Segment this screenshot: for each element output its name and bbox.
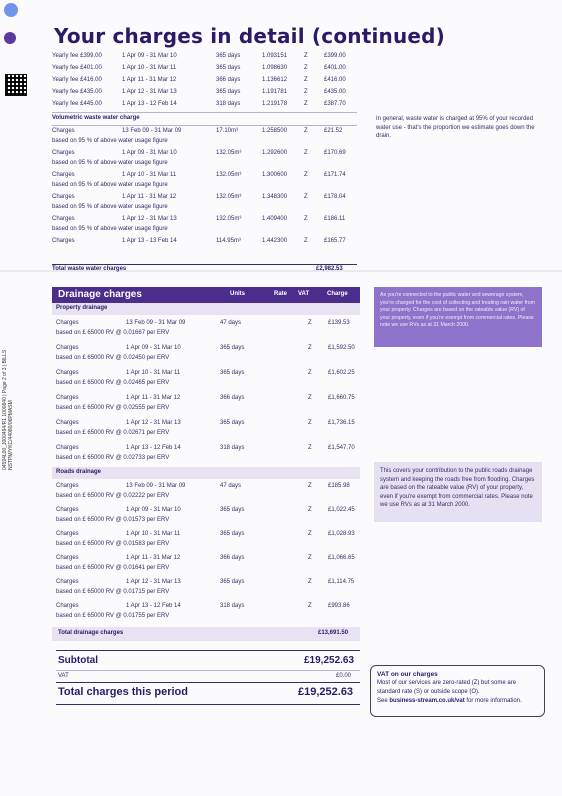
row-sub: based on £ 65000 RV @ 0.01641 per ERV [56, 565, 170, 571]
property-drainage-heading: Property drainage [56, 305, 108, 311]
total-value: £2,982.53 [316, 266, 343, 272]
row-units: 365 days [216, 53, 241, 59]
row-desc: Charges [56, 579, 79, 585]
row-sub: based on 95 % of above water usage figure [52, 160, 168, 166]
row-charge: £1,114.75 [328, 579, 355, 585]
row-rate: 1.093151 [262, 53, 288, 59]
row-rate: 1.300600 [262, 172, 288, 178]
row-desc: Yearly fee £416.00 [52, 77, 102, 83]
row-desc: Charges [52, 172, 75, 178]
divider [52, 264, 357, 265]
row-period: 1 Apr 12 - 31 Mar 13 [126, 579, 181, 585]
drainage-total-row [58, 630, 358, 640]
vat-info-see-line [377, 697, 538, 706]
table-row [52, 53, 357, 63]
waste-water-heading: Volumetric waste water charge [52, 115, 140, 121]
row-desc: Charges [56, 603, 79, 609]
divider [56, 682, 360, 683]
row-sub: based on £ 65000 RV @ 0.01715 per ERV [56, 589, 170, 595]
row-sub: based on £ 65000 RV @ 0.02733 per ERV [56, 455, 170, 461]
row-subtext [56, 493, 361, 503]
divider [56, 670, 360, 671]
row-vat: Z [304, 128, 308, 134]
row-subtext [56, 541, 361, 551]
row-vat: Z [308, 320, 312, 326]
row-units: 365 days [220, 579, 245, 585]
row-desc: Yearly fee £399.00 [52, 53, 102, 59]
total-charges-value: £19,252.63 [298, 686, 354, 698]
row-vat: Z [304, 194, 308, 200]
row-vat: Z [308, 345, 312, 351]
table-row [56, 603, 361, 613]
vat-value: £0.00 [336, 673, 352, 679]
row-charge: £993.86 [328, 603, 350, 609]
table-row [56, 320, 361, 330]
row-sub: based on £ 65000 RV @ 0.01667 per ERV [56, 330, 170, 336]
table-row [56, 395, 361, 405]
row-units: 365 days [216, 89, 241, 95]
row-subtext [52, 160, 357, 170]
row-vat: Z [304, 77, 308, 83]
row-charge: £416.00 [324, 77, 346, 83]
purple-dot-icon [4, 32, 16, 44]
row-vat: Z [304, 101, 308, 107]
row-desc: Charges [52, 238, 75, 244]
divider [52, 112, 357, 113]
row-period: 1 Apr 09 - 31 Mar 10 [122, 150, 177, 156]
table-row [56, 579, 361, 589]
table-row [56, 531, 361, 541]
divider [56, 704, 360, 705]
row-sub: based on 95 % of above water usage figure [52, 138, 168, 144]
row-period: 1 Apr 11 - 31 Mar 12 [126, 555, 181, 561]
row-units: 318 days [216, 101, 241, 107]
row-desc: Charges [56, 483, 79, 489]
row-vat: Z [308, 531, 312, 537]
waste-water-note: In general, waste water is charged at 95% of your recorded water use - that's the proportion we estimate goes down the drain. [376, 116, 535, 139]
row-units: 365 days [216, 65, 241, 71]
row-period: 1 Apr 10 - 31 Mar 11 [122, 172, 177, 178]
row-sub: based on £ 65000 RV @ 0.02465 per ERV [56, 380, 170, 386]
total-label: Total waste water charges [52, 266, 127, 272]
table-row [52, 238, 357, 248]
row-charge: £399.00 [324, 53, 346, 59]
row-sub: based on 95 % of above water usage figure [52, 226, 168, 232]
row-charge: £1,066.65 [328, 555, 355, 561]
table-row [56, 420, 361, 430]
table-row [52, 150, 357, 160]
row-subtext [56, 589, 361, 599]
row-subtext [56, 380, 361, 390]
total-charges-label: Total charges this period [58, 686, 188, 698]
row-period: 13 Feb 09 - 31 Mar 09 [126, 320, 186, 326]
row-charge: £1,736.15 [328, 420, 355, 426]
row-sub: based on £ 65000 RV @ 0.02671 per ERV [56, 430, 170, 436]
vat-info-link[interactable]: business-stream.co.uk/vat [389, 698, 465, 704]
vat-info-box [370, 665, 545, 717]
row-period: 1 Apr 13 - 13 Feb 14 [122, 238, 177, 244]
row-sub: based on £ 65000 RV @ 0.02450 per ERV [56, 355, 170, 361]
subtotal-label: Subtotal [58, 655, 98, 666]
waste-water-total-row [52, 266, 357, 276]
vat-info-see: See [377, 698, 388, 704]
row-period: 1 Apr 10 - 31 Mar 11 [126, 531, 181, 537]
row-sub: based on 95 % of above water usage figure [52, 204, 168, 210]
drainage-title: Drainage charges [58, 289, 142, 300]
row-units: 366 days [220, 395, 245, 401]
row-period: 1 Apr 09 - 31 Mar 10 [126, 507, 181, 513]
row-subtext [52, 204, 357, 214]
row-period: 1 Apr 13 - 12 Feb 14 [122, 101, 177, 107]
row-charge: £171.74 [324, 172, 346, 178]
row-rate: 1.219178 [262, 101, 288, 107]
table-row [56, 555, 361, 565]
row-vat: Z [304, 238, 308, 244]
row-desc: Charges [56, 395, 79, 401]
row-desc: Charges [56, 370, 79, 376]
row-desc: Charges [52, 150, 75, 156]
drainage-header [52, 287, 360, 303]
row-period: 13 Feb 09 - 31 Mar 09 [126, 483, 186, 489]
row-units: 365 days [220, 345, 245, 351]
row-charge: £1,547.70 [328, 445, 355, 451]
row-charge: £139.53 [328, 320, 350, 326]
col-units: Units [230, 291, 245, 297]
total-charges-row [52, 686, 362, 700]
row-vat: Z [304, 89, 308, 95]
row-desc: Charges [52, 194, 75, 200]
row-charge: £186.11 [324, 216, 346, 222]
row-sub: based on £ 65000 RV @ 0.01583 per ERV [56, 541, 170, 547]
row-rate: 1.136612 [262, 77, 288, 83]
row-rate: 1.348300 [262, 194, 288, 200]
row-desc: Charges [56, 507, 79, 513]
row-units: 366 days [220, 555, 245, 561]
row-units: 132.05m³ [216, 150, 242, 156]
row-charge: £401.00 [324, 65, 346, 71]
row-sub: based on £ 65000 RV @ 0.01573 per ERV [56, 517, 170, 523]
row-vat: Z [308, 395, 312, 401]
vat-info-after: for more information. [466, 698, 522, 704]
row-units: 365 days [220, 531, 245, 537]
row-sub: based on £ 65000 RV @ 0.02555 per ERV [56, 405, 170, 411]
row-desc: Charges [56, 420, 79, 426]
row-desc: Yearly fee £445.00 [52, 101, 102, 107]
row-rate: 1.191781 [262, 89, 288, 95]
row-desc: Yearly fee £401.00 [52, 65, 102, 71]
row-units: 318 days [220, 603, 245, 609]
row-period: 1 Apr 09 - 31 Mar 10 [122, 53, 177, 59]
row-desc: Charges [56, 445, 79, 451]
row-charge: £1,602.25 [328, 370, 355, 376]
row-subtext [56, 517, 361, 527]
table-row [52, 77, 357, 87]
row-vat: Z [304, 216, 308, 222]
row-period: 1 Apr 10 - 31 Mar 11 [122, 65, 177, 71]
row-charge: £170.69 [324, 150, 346, 156]
row-units: 114.95m³ [216, 238, 241, 244]
row-vat: Z [308, 370, 312, 376]
row-units: 132.05m³ [216, 194, 242, 200]
table-row [52, 172, 357, 182]
row-sub: based on £ 65000 RV @ 0.01755 per ERV [56, 613, 170, 619]
roads-drainage-note: This covers your contribution to the public roads drainage system and keeping the roads free from flooding. Charges are based on the rateable value (RV) of your property, even if you're exempt from commercial rates. Please note we use RVs as at 31 March 2000. [374, 462, 542, 522]
row-charge: £435.00 [324, 89, 346, 95]
table-row [52, 216, 357, 226]
row-charge: £1,022.45 [328, 507, 355, 513]
row-period: 1 Apr 09 - 31 Mar 10 [126, 345, 181, 351]
row-subtext [56, 330, 361, 340]
col-vat: VAT [298, 291, 310, 297]
row-units: 17.10m³ [216, 128, 239, 134]
subtotal-row [52, 655, 362, 669]
row-period: 1 Apr 12 - 31 Mar 13 [126, 420, 181, 426]
row-desc: Yearly fee £435.00 [52, 89, 102, 95]
row-charge: £185.98 [328, 483, 350, 489]
table-row [56, 507, 361, 517]
row-rate: 1.258500 [262, 128, 288, 134]
col-rate: Rate [274, 291, 288, 297]
row-units: 132.05m³ [216, 216, 242, 222]
row-period: 1 Apr 11 - 31 Mar 12 [126, 395, 181, 401]
table-row [56, 483, 361, 493]
row-charge: £387.70 [324, 101, 346, 107]
row-rate: 1.442300 [262, 238, 288, 244]
row-vat: Z [308, 507, 312, 513]
row-desc: Charges [56, 531, 79, 537]
table-row [56, 370, 361, 380]
table-row [52, 128, 357, 138]
row-units: 318 days [220, 445, 245, 451]
table-row [52, 65, 357, 75]
row-subtext [56, 613, 361, 623]
row-vat: Z [308, 420, 312, 426]
row-units: 47 days [220, 320, 242, 326]
table-row [52, 101, 357, 111]
table-row [52, 194, 357, 204]
row-vat: Z [308, 445, 312, 451]
row-desc: Charges [56, 555, 79, 561]
row-units: 365 days [220, 507, 245, 513]
row-period: 1 Apr 12 - 31 Mar 13 [122, 89, 177, 95]
roads-drainage-heading: Roads drainage [56, 469, 102, 475]
row-desc: Charges [52, 128, 75, 134]
row-desc: Charges [56, 345, 79, 351]
row-period: 1 Apr 11 - 31 Mar 12 [122, 77, 177, 83]
row-charge: £165.77 [324, 238, 346, 244]
row-subtext [52, 226, 357, 236]
row-vat: Z [304, 53, 308, 59]
row-units: 132.05m³ [216, 172, 242, 178]
row-subtext [56, 455, 361, 465]
subtotal-value: £19,252.63 [304, 655, 355, 666]
qr-code-icon [5, 74, 27, 96]
row-charge: £1,028.93 [328, 531, 355, 537]
row-rate: 1.098630 [262, 65, 288, 71]
row-units: 366 days [216, 77, 241, 83]
row-subtext [56, 355, 361, 365]
row-period: 1 Apr 12 - 31 Mar 13 [122, 216, 177, 222]
row-vat: Z [304, 172, 308, 178]
col-charge: Charge [327, 291, 348, 297]
row-subtext [52, 182, 357, 192]
row-vat: Z [308, 483, 312, 489]
row-sub: based on 95 % of above water usage figure [52, 182, 168, 188]
total-value: £13,691.50 [318, 630, 349, 636]
row-charge: £1,592.50 [328, 345, 355, 351]
row-subtext [52, 138, 357, 148]
row-charge: £21.52 [324, 128, 343, 134]
row-subtext [56, 405, 361, 415]
row-desc: Charges [52, 216, 75, 222]
row-period: 13 Feb 09 - 31 Mar 09 [122, 128, 182, 134]
vat-info-heading: VAT on our charges [377, 671, 438, 678]
row-subtext [56, 430, 361, 440]
row-period: 1 Apr 11 - 31 Mar 12 [122, 194, 177, 200]
row-period: 1 Apr 13 - 12 Feb 14 [126, 445, 181, 451]
blue-dot-icon [4, 3, 18, 17]
row-vat: Z [308, 603, 312, 609]
row-subtext [56, 565, 361, 575]
divider [52, 125, 357, 126]
row-rate: 1.292600 [262, 150, 288, 156]
property-drainage-note: As you're connected to the public water and sewerage system, you're charged for the cost of collecting and treating rain water from your property. Charges are based on the rateable value (RV) of your property, even if you're exempt from commercial rates. Please note we use RVs as at 31 March 2000. [374, 287, 542, 347]
table-row [52, 89, 357, 99]
table-row [56, 445, 361, 455]
row-units: 47 days [220, 483, 242, 489]
row-desc: Charges [56, 320, 79, 326]
row-vat: Z [304, 150, 308, 156]
row-vat: Z [308, 555, 312, 561]
row-charge: £178.04 [324, 194, 346, 200]
total-label: Total drainage charges [58, 630, 124, 636]
row-vat: Z [304, 65, 308, 71]
page-title: Your charges in detail (continued) [54, 24, 446, 48]
row-sub: based on £ 65000 RV @ 0.02222 per ERV [56, 493, 170, 499]
row-period: 1 Apr 10 - 31 Mar 11 [126, 370, 181, 376]
table-row [56, 345, 361, 355]
divider [56, 650, 360, 651]
row-period: 1 Apr 13 - 12 Feb 14 [126, 603, 181, 609]
vat-info-body: Most of our services are zero-rated (Z) but some are standard rate (S) or outside scope (O). [377, 680, 517, 695]
row-charge: £1,660.75 [328, 395, 355, 401]
vat-label: VAT [58, 673, 69, 679]
row-units: 365 days [220, 420, 245, 426]
side-reference-code: 04594L00_J000494/R1 1000840 | Page 2 of 3 | BILLS NSTPM/YKC/44080/06PMASM [2, 349, 14, 470]
row-rate: 1.409400 [262, 216, 288, 222]
row-vat: Z [308, 579, 312, 585]
row-units: 365 days [220, 370, 245, 376]
